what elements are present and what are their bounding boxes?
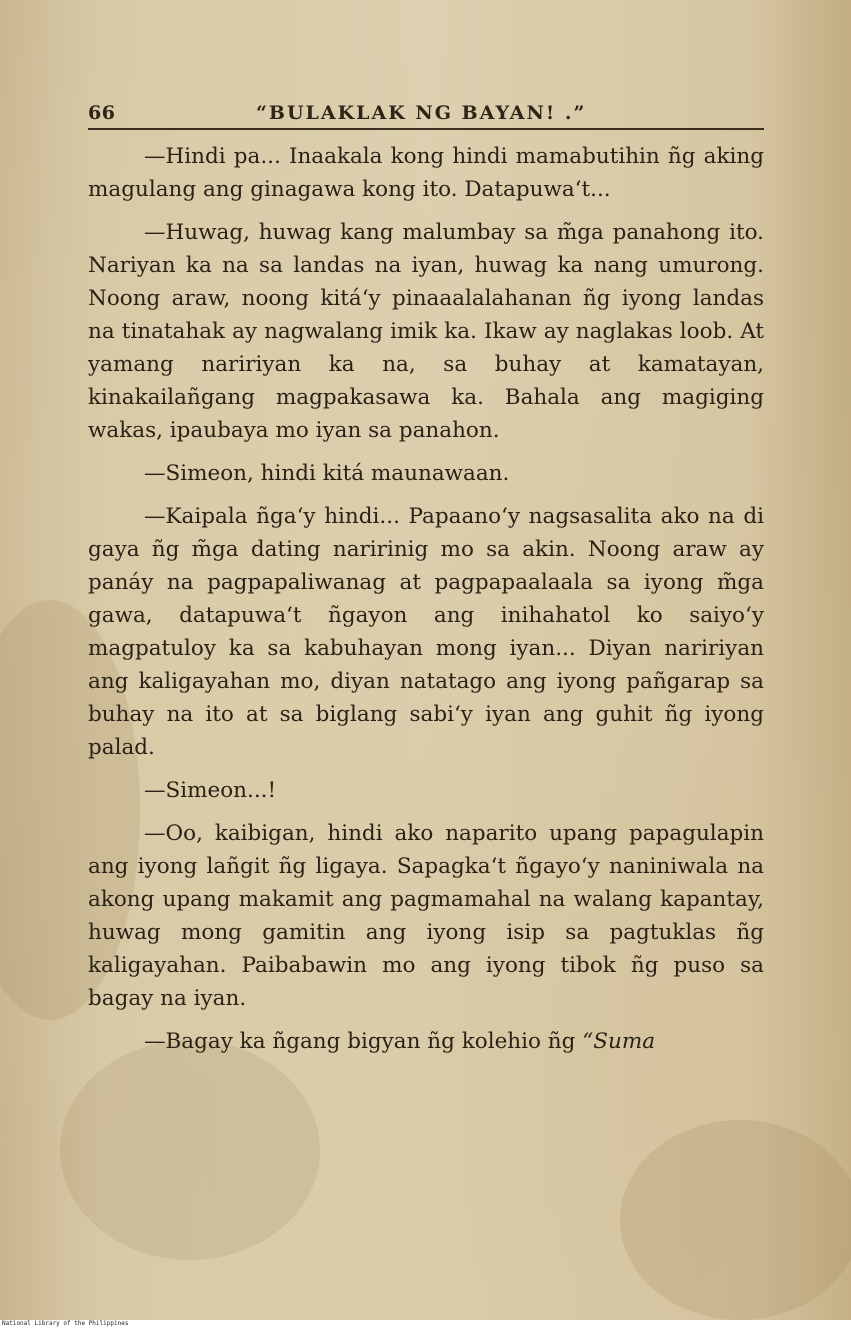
page-number: 66 [88,102,116,124]
paragraph: —Simeon...! [144,778,277,803]
header-rule [88,128,764,130]
paper-stain [620,1120,851,1320]
body-text [88,140,764,1058]
page-header [88,96,764,132]
footer-credit: National Library of the Philippines [2,1320,129,1327]
paper-stain [60,1040,320,1260]
paragraph: —Oo, kaibigan, hindi ako naparito upang papagulapin ang iyong lañgit ñg ligaya. Sapagka‘t ñgayo‘y naniniwala na akong upang makamit ang pagmamahal na walang kapantay, huwag mong gamitin ang iyong isip sa pagtuklas ñg kaligayahan. Paibabawin mo ang iyong tibok ñg puso sa bagay na iyan. [88,821,764,1011]
paragraph-last [88,1025,764,1058]
running-title: “BULAKLAK NG BAYAN! .” [256,102,587,124]
paragraph: —Kaipala ñga‘y hindi... Papaano‘y nagsasalita ako na di gaya ñg m̃ga dating naririnig mo sa akin. Noong araw ay panáy na pagpapaliwanag at pagpapaalaala sa iyong m̃ga gawa, datapuwa‘t ñgayon ang inihahatol ko saiyo‘y magpatuloy ka sa kabuhayan mong iyan... Diyan naririyan ang kaligayahan mo, diyan natatago ang iyong pañgarap sa buhay na ito at sa biglang sabi‘y iyan ang guhit ñg iyong palad. [88,504,764,760]
footer-bar [0,1320,851,1328]
paragraph-text: —Bagay ka ñgang bigyan ñg kolehio ñg [144,1029,583,1054]
paragraph: —Hindi pa... Inaakala kong hindi mamabutihin ñg aking magulang ang ginagawa kong ito. Datapuwa‘t... [88,144,764,202]
italic-text: “Suma [582,1029,656,1054]
paragraph: —Simeon, hindi kitá maunawaan. [144,461,510,486]
paragraph: —Huwag, huwag kang malumbay sa m̃ga panahong ito. Nariyan ka na sa landas na iyan, huwag ka nang umurong. Noong araw, noong kitá‘y pinaaalalahanan ñg iyong landas na tinatahak ay nagwalang imik ka. Ikaw ay naglakas loob. At yamang naririyan ka na, sa buhay at kamatayan, kinakailañgang magpakasawa ka. Bahala ang magiging wakas, ipaubaya mo iyan sa panahon. [88,220,764,443]
